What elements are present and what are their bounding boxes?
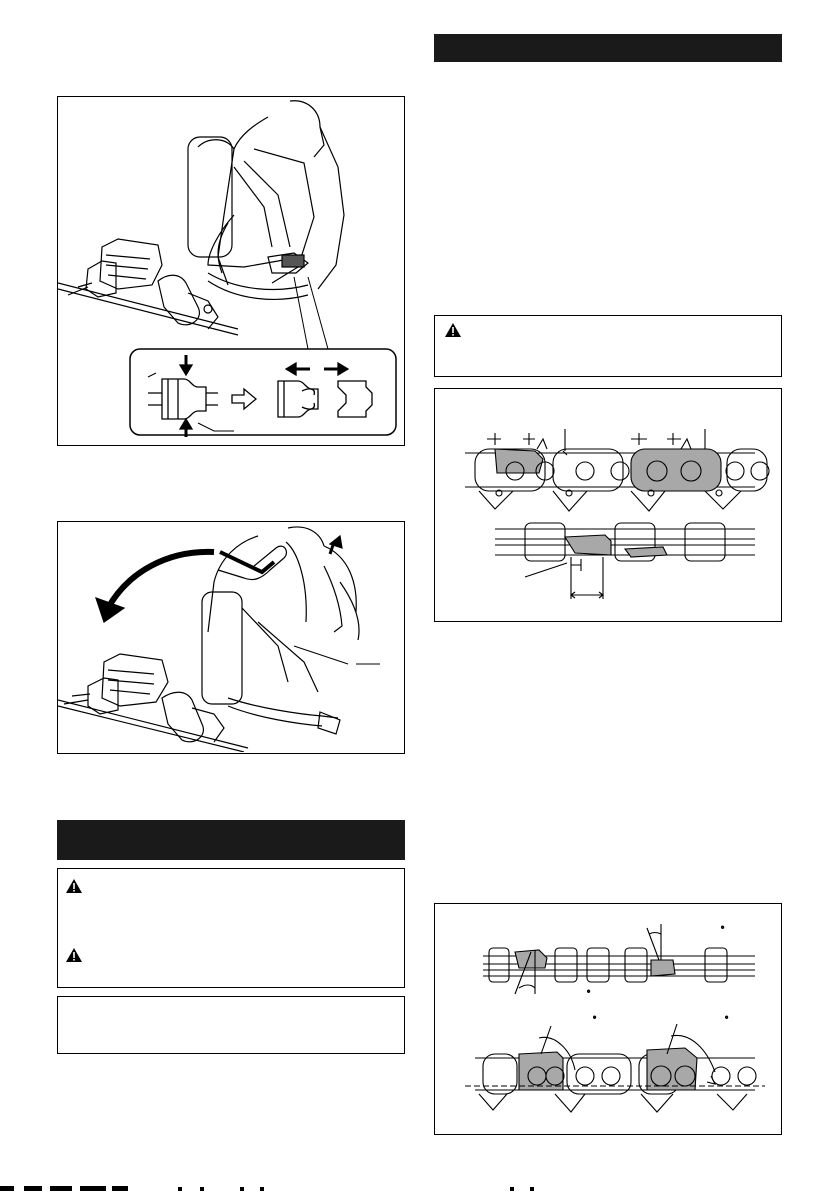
svg-text:°: ° [587,989,591,998]
illustration-operator-with-harness [58,97,403,444]
warning-box-left [57,868,405,988]
svg-text:°: ° [725,1015,729,1024]
warning-triangle-icon [65,878,83,894]
figure-chain-filing-angle [434,903,782,1135]
illustration-saw-chain-side [435,389,780,620]
section-heading-bar [57,820,405,860]
warning-triangle-icon [65,947,83,963]
page-bottom-edge [0,1186,840,1192]
illustration-removing-harness [58,522,403,752]
notice-box-left [57,996,405,1054]
figure-harness-removal [57,521,405,754]
chain-links-row [475,439,769,491]
figure-chain-cutter-length [434,388,782,622]
warning-box-right [434,315,782,377]
svg-text:°: ° [721,925,725,934]
warning-triangle-icon [444,322,462,338]
svg-text:°: ° [593,1015,597,1024]
section-heading-bar-right [434,34,782,62]
illustration-saw-chain-angles [435,904,780,1133]
figure-harness-buckle [57,96,405,446]
